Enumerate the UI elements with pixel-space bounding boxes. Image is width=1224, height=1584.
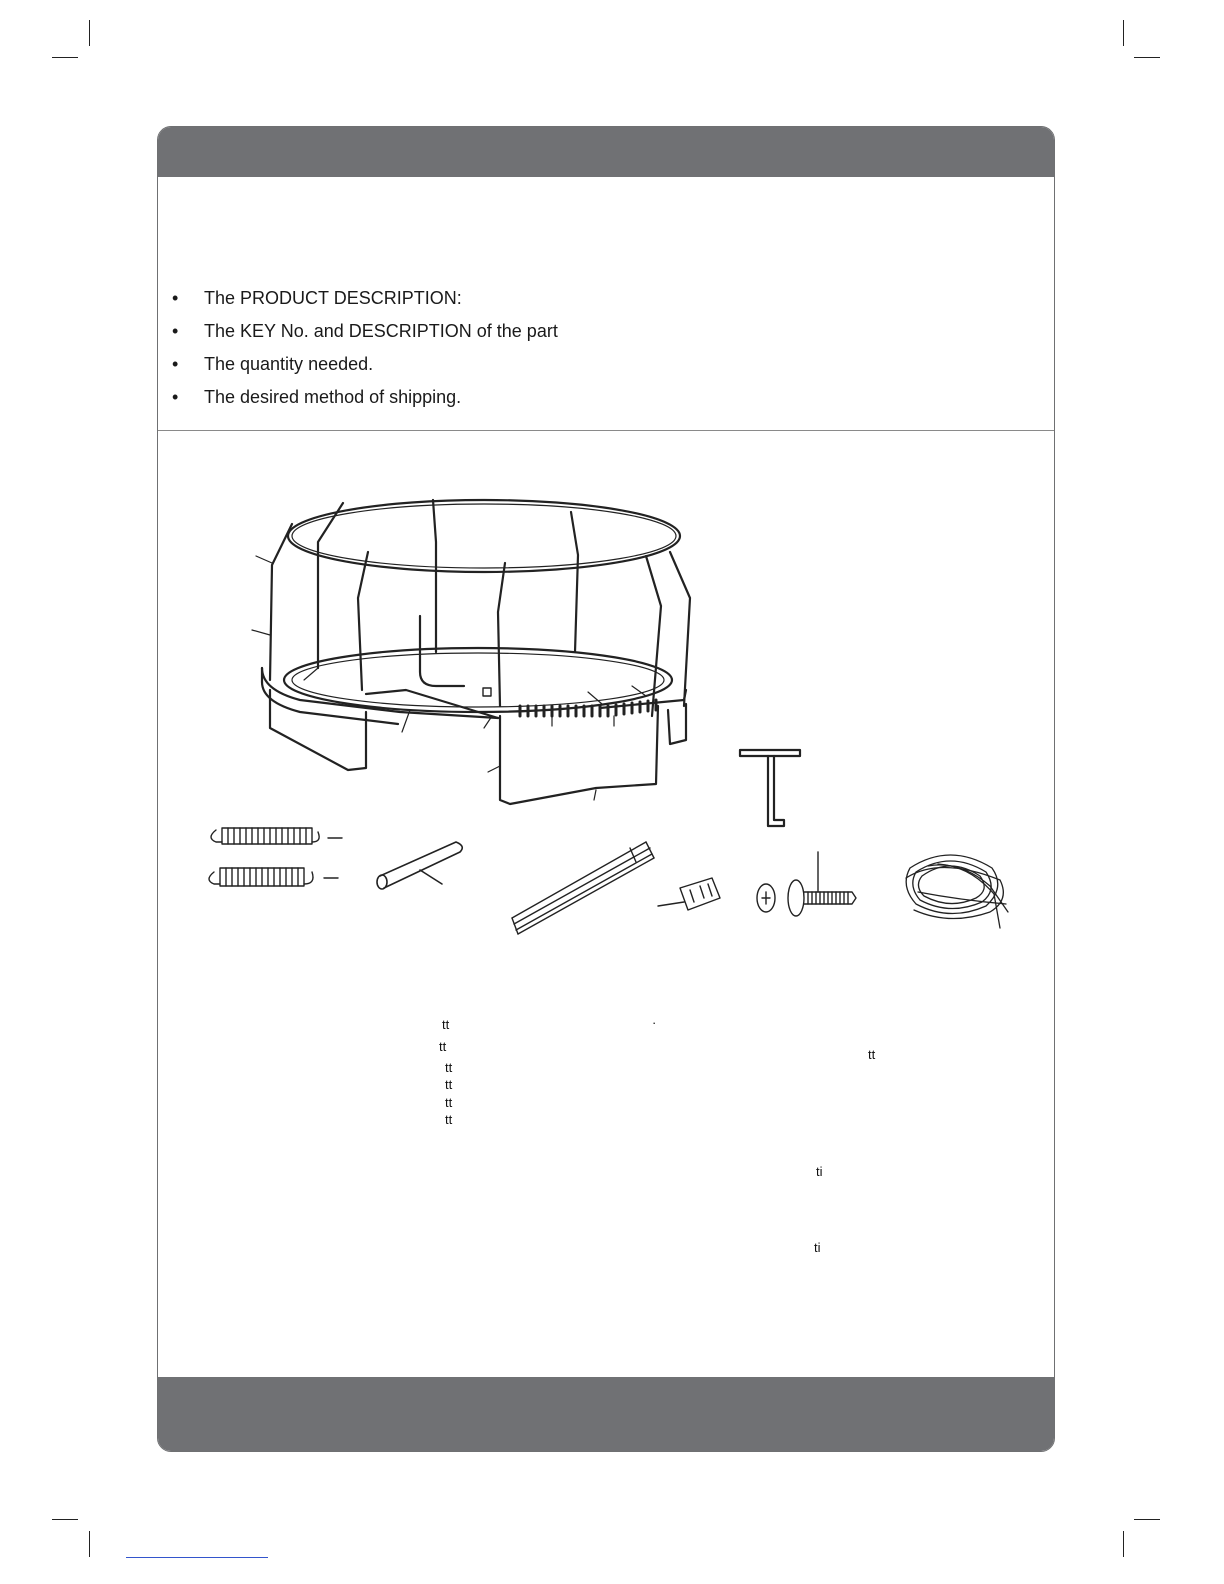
trampoline-illustration [252,500,690,804]
text-fragment: tt [445,1077,453,1092]
text-fragment: tt [445,1060,453,1075]
spring-illustration [209,828,342,886]
text-fragment: ti [814,1240,821,1255]
text-fragment: tt [439,1039,447,1054]
text-fragment: ti [816,1164,823,1179]
text-fragment: · [652,1015,657,1030]
text-fragment: tt [442,1017,450,1032]
bullet-marker: • [172,354,179,374]
bullet-marker: • [172,387,179,407]
text-fragment: tt [445,1112,453,1127]
rope-coil-illustration [906,855,1008,928]
text-fragment: tt [868,1047,876,1062]
list-item-text: The PRODUCT DESCRIPTION: [204,288,462,308]
bracket-illustration [658,878,720,910]
bullet-marker: • [172,321,179,341]
list-item-text: The KEY No. and DESCRIPTION of the part [204,321,558,341]
t-hook-tool-illustration [740,750,800,826]
text-fragment: tt [445,1095,453,1110]
bolt-illustration [757,852,856,916]
pole-bundle-illustration [512,842,654,934]
bullet-marker: • [172,288,179,308]
list-item-text: The quantity needed. [204,354,374,374]
foam-sleeve-illustration [377,842,462,889]
footer-link-underline [126,1557,268,1558]
list-item-text: The desired method of shipping. [204,387,462,407]
